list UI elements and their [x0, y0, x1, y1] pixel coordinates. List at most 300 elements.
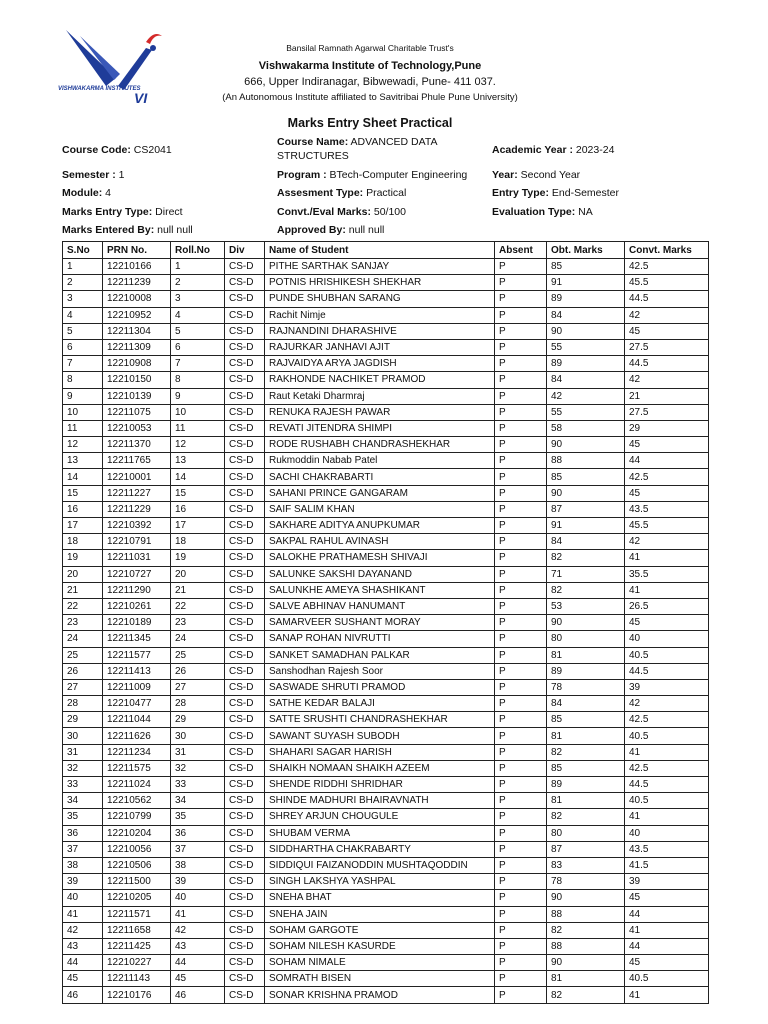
- table-row: [63, 679, 709, 695]
- col-roll-cell: 36: [171, 825, 225, 841]
- col-roll-cell: 4: [171, 307, 225, 323]
- col-convt-marks-cell: 40.5: [625, 793, 709, 809]
- table-header-row: [63, 242, 709, 259]
- col-obt-marks-cell: 82: [547, 809, 625, 825]
- col-obt-marks-cell: 87: [547, 501, 625, 517]
- col-convt-marks-cell: 45: [625, 323, 709, 339]
- col-sno-cell: 16: [63, 501, 103, 517]
- col-roll-cell: 40: [171, 890, 225, 906]
- col-name-cell: PUNDE SHUBHAN SARANG: [265, 291, 495, 307]
- col-convt-marks-cell: 40: [625, 631, 709, 647]
- col-div-cell: CS-D: [225, 469, 265, 485]
- col-sno-cell: 2: [63, 275, 103, 291]
- affiliation-note: (An Autonomous Institute affiliated to Savitribai Phule Pune University): [222, 92, 518, 103]
- col-prn-cell: 12211304: [103, 323, 171, 339]
- col-convt-marks-cell: 42: [625, 696, 709, 712]
- col-roll-cell: 24: [171, 631, 225, 647]
- col-convt-marks-header: Convt. Marks: [625, 242, 709, 259]
- col-obt-marks-cell: 53: [547, 598, 625, 614]
- col-div-cell: CS-D: [225, 372, 265, 388]
- table-row: [63, 598, 709, 614]
- col-obt-marks-cell: 58: [547, 420, 625, 436]
- marks-table: [62, 241, 709, 1004]
- col-convt-marks-cell: 44.5: [625, 663, 709, 679]
- col-roll-cell: 8: [171, 372, 225, 388]
- col-convt-marks-cell: 42.5: [625, 469, 709, 485]
- convt-eval-marks: Convt./Eval Marks: 50/100: [277, 206, 406, 218]
- col-absent-cell: P: [495, 291, 547, 307]
- col-name-cell: SHUBAM VERMA: [265, 825, 495, 841]
- col-roll-cell: 5: [171, 323, 225, 339]
- col-name-cell: SOHAM GARGOTE: [265, 922, 495, 938]
- col-prn-cell: 12210506: [103, 857, 171, 873]
- col-convt-marks-cell: 40.5: [625, 728, 709, 744]
- col-obt-marks-cell: 85: [547, 760, 625, 776]
- col-prn-cell: 12210908: [103, 356, 171, 372]
- col-roll-cell: 12: [171, 437, 225, 453]
- col-obt-marks-cell: 84: [547, 696, 625, 712]
- col-obt-marks-cell: 90: [547, 323, 625, 339]
- col-sno-header: S.No: [63, 242, 103, 259]
- col-absent-cell: P: [495, 793, 547, 809]
- col-div-cell: CS-D: [225, 679, 265, 695]
- col-name-cell: SATHE KEDAR BALAJI: [265, 696, 495, 712]
- col-div-cell: CS-D: [225, 566, 265, 582]
- table-row: [63, 874, 709, 890]
- col-prn-cell: 12210205: [103, 890, 171, 906]
- col-roll-cell: 6: [171, 339, 225, 355]
- col-div-cell: CS-D: [225, 501, 265, 517]
- col-convt-marks-cell: 42.5: [625, 259, 709, 275]
- col-obt-marks-cell: 80: [547, 825, 625, 841]
- col-name-cell: RAJURKAR JANHAVI AJIT: [265, 339, 495, 355]
- table-row: [63, 259, 709, 275]
- table-row: [63, 388, 709, 404]
- col-roll-cell: 26: [171, 663, 225, 679]
- col-obt-marks-cell: 89: [547, 663, 625, 679]
- col-prn-cell: 12210189: [103, 615, 171, 631]
- col-absent-cell: P: [495, 874, 547, 890]
- col-obt-marks-cell: 81: [547, 728, 625, 744]
- col-div-cell: CS-D: [225, 598, 265, 614]
- col-name-cell: SAWANT SUYASH SUBODH: [265, 728, 495, 744]
- col-absent-cell: P: [495, 307, 547, 323]
- col-name-cell: SOMRATH BISEN: [265, 971, 495, 987]
- col-div-cell: CS-D: [225, 647, 265, 663]
- col-roll-cell: 14: [171, 469, 225, 485]
- col-absent-cell: P: [495, 485, 547, 501]
- col-obt-marks-cell: 90: [547, 955, 625, 971]
- col-roll-cell: 41: [171, 906, 225, 922]
- col-convt-marks-cell: 41: [625, 987, 709, 1003]
- col-roll-cell: 22: [171, 598, 225, 614]
- col-convt-marks-cell: 44.5: [625, 777, 709, 793]
- col-sno-cell: 13: [63, 453, 103, 469]
- table-row: [63, 857, 709, 873]
- col-name-cell: SAHANI PRINCE GANGARAM: [265, 485, 495, 501]
- course-name: Course Name: ADVANCED DATA STRUCTURES: [277, 136, 437, 162]
- table-row: [63, 663, 709, 679]
- col-name-cell: SALUNKHE AMEYA SHASHIKANT: [265, 582, 495, 598]
- col-sno-cell: 21: [63, 582, 103, 598]
- col-absent-header: Absent: [495, 242, 547, 259]
- col-prn-cell: 12210150: [103, 372, 171, 388]
- col-convt-marks-cell: 42: [625, 307, 709, 323]
- col-sno-cell: 26: [63, 663, 103, 679]
- col-prn-cell: 12211024: [103, 777, 171, 793]
- col-roll-cell: 32: [171, 760, 225, 776]
- assessment-type: Assesment Type: Practical: [277, 187, 407, 199]
- col-roll-cell: 20: [171, 566, 225, 582]
- col-prn-cell: 12210176: [103, 987, 171, 1003]
- col-prn-cell: 12210261: [103, 598, 171, 614]
- col-obt-marks-cell: 78: [547, 874, 625, 890]
- col-roll-cell: 10: [171, 404, 225, 420]
- col-name-cell: SAMARVEER SUSHANT MORAY: [265, 615, 495, 631]
- logo-mark: VI: [134, 90, 148, 106]
- col-div-cell: CS-D: [225, 437, 265, 453]
- col-roll-cell: 16: [171, 501, 225, 517]
- col-prn-cell: 12211658: [103, 922, 171, 938]
- academic-year: Academic Year : 2023-24: [492, 144, 615, 156]
- col-obt-marks-cell: 88: [547, 453, 625, 469]
- col-div-cell: CS-D: [225, 485, 265, 501]
- table-row: [63, 647, 709, 663]
- col-prn-cell: 12211290: [103, 582, 171, 598]
- col-roll-header: Roll.No: [171, 242, 225, 259]
- col-roll-cell: 43: [171, 938, 225, 954]
- table-row: [63, 744, 709, 760]
- col-div-cell: CS-D: [225, 307, 265, 323]
- col-convt-marks-cell: 26.5: [625, 598, 709, 614]
- col-convt-marks-cell: 41: [625, 550, 709, 566]
- col-absent-cell: P: [495, 550, 547, 566]
- col-roll-cell: 1: [171, 259, 225, 275]
- col-roll-cell: 33: [171, 777, 225, 793]
- table-row: [63, 582, 709, 598]
- col-convt-marks-cell: 42.5: [625, 760, 709, 776]
- col-name-cell: SHREY ARJUN CHOUGULE: [265, 809, 495, 825]
- col-obt-marks-cell: 82: [547, 550, 625, 566]
- col-prn-cell: 12210056: [103, 841, 171, 857]
- col-sno-cell: 15: [63, 485, 103, 501]
- col-roll-cell: 13: [171, 453, 225, 469]
- col-convt-marks-cell: 45.5: [625, 518, 709, 534]
- col-name-cell: SOHAM NILESH KASURDE: [265, 938, 495, 954]
- col-obt-marks-cell: 82: [547, 582, 625, 598]
- col-prn-cell: 12211345: [103, 631, 171, 647]
- col-obt-marks-cell: 89: [547, 291, 625, 307]
- col-sno-cell: 9: [63, 388, 103, 404]
- col-convt-marks-cell: 45: [625, 615, 709, 631]
- col-div-cell: CS-D: [225, 339, 265, 355]
- col-absent-cell: P: [495, 420, 547, 436]
- col-absent-cell: P: [495, 453, 547, 469]
- col-obt-marks-cell: 82: [547, 744, 625, 760]
- col-sno-cell: 25: [63, 647, 103, 663]
- col-name-cell: SAIF SALIM KHAN: [265, 501, 495, 517]
- col-sno-cell: 24: [63, 631, 103, 647]
- col-absent-cell: P: [495, 437, 547, 453]
- col-absent-cell: P: [495, 598, 547, 614]
- table-row: [63, 728, 709, 744]
- col-sno-cell: 38: [63, 857, 103, 873]
- table-row: [63, 906, 709, 922]
- col-div-cell: CS-D: [225, 793, 265, 809]
- col-convt-marks-cell: 44: [625, 453, 709, 469]
- col-name-header: Name of Student: [265, 242, 495, 259]
- col-convt-marks-cell: 27.5: [625, 339, 709, 355]
- col-sno-cell: 28: [63, 696, 103, 712]
- col-prn-cell: 12211370: [103, 437, 171, 453]
- col-roll-cell: 31: [171, 744, 225, 760]
- table-row: [63, 420, 709, 436]
- col-convt-marks-cell: 43.5: [625, 501, 709, 517]
- table-row: [63, 501, 709, 517]
- col-div-cell: CS-D: [225, 663, 265, 679]
- col-div-cell: CS-D: [225, 938, 265, 954]
- table-row: [63, 404, 709, 420]
- institute-logo: [58, 28, 166, 108]
- col-roll-cell: 27: [171, 679, 225, 695]
- col-convt-marks-cell: 29: [625, 420, 709, 436]
- table-row: [63, 696, 709, 712]
- col-obt-marks-cell: 81: [547, 647, 625, 663]
- table-body: [63, 259, 709, 1004]
- col-prn-cell: 12210952: [103, 307, 171, 323]
- col-absent-cell: P: [495, 339, 547, 355]
- col-convt-marks-cell: 41: [625, 582, 709, 598]
- col-div-cell: CS-D: [225, 518, 265, 534]
- col-prn-cell: 12210791: [103, 534, 171, 550]
- col-absent-cell: P: [495, 955, 547, 971]
- table-row: [63, 275, 709, 291]
- col-sno-cell: 27: [63, 679, 103, 695]
- col-obt-marks-cell: 81: [547, 793, 625, 809]
- col-div-cell: CS-D: [225, 955, 265, 971]
- col-div-cell: CS-D: [225, 712, 265, 728]
- col-name-cell: Sanshodhan Rajesh Soor: [265, 663, 495, 679]
- col-div-cell: CS-D: [225, 259, 265, 275]
- col-convt-marks-cell: 45.5: [625, 275, 709, 291]
- col-roll-cell: 29: [171, 712, 225, 728]
- col-sno-cell: 10: [63, 404, 103, 420]
- table-row: [63, 760, 709, 776]
- col-sno-cell: 5: [63, 323, 103, 339]
- col-name-cell: SHAIKH NOMAAN SHAIKH AZEEM: [265, 760, 495, 776]
- col-prn-cell: 12211571: [103, 906, 171, 922]
- col-roll-cell: 2: [171, 275, 225, 291]
- col-name-cell: SHAHARI SAGAR HARISH: [265, 744, 495, 760]
- col-convt-marks-cell: 43.5: [625, 841, 709, 857]
- col-roll-cell: 46: [171, 987, 225, 1003]
- col-obt-marks-cell: 82: [547, 987, 625, 1003]
- col-obt-marks-cell: 87: [547, 841, 625, 857]
- col-name-cell: RODE RUSHABH CHANDRASHEKHAR: [265, 437, 495, 453]
- col-sno-cell: 18: [63, 534, 103, 550]
- col-prn-cell: 12210392: [103, 518, 171, 534]
- col-name-cell: SIDDHARTHA CHAKRABARTY: [265, 841, 495, 857]
- col-roll-cell: 37: [171, 841, 225, 857]
- col-name-cell: RAJVAIDYA ARYA JAGDISH: [265, 356, 495, 372]
- table-row: [63, 938, 709, 954]
- col-name-cell: RENUKA RAJESH PAWAR: [265, 404, 495, 420]
- col-div-cell: CS-D: [225, 275, 265, 291]
- col-div-cell: CS-D: [225, 987, 265, 1003]
- col-obt-marks-cell: 90: [547, 485, 625, 501]
- col-prn-cell: 12210477: [103, 696, 171, 712]
- col-prn-cell: 12211143: [103, 971, 171, 987]
- year: Year: Second Year: [492, 169, 581, 181]
- table-row: [63, 566, 709, 582]
- col-convt-marks-cell: 44: [625, 906, 709, 922]
- col-obt-marks-cell: 78: [547, 679, 625, 695]
- col-sno-cell: 41: [63, 906, 103, 922]
- col-roll-cell: 35: [171, 809, 225, 825]
- col-obt-marks-cell: 85: [547, 259, 625, 275]
- col-obt-marks-cell: 91: [547, 275, 625, 291]
- col-name-cell: SALOKHE PRATHAMESH SHIVAJI: [265, 550, 495, 566]
- col-prn-header: PRN No.: [103, 242, 171, 259]
- col-absent-cell: P: [495, 534, 547, 550]
- col-obt-marks-cell: 71: [547, 566, 625, 582]
- table-row: [63, 809, 709, 825]
- col-absent-cell: P: [495, 388, 547, 404]
- col-obt-marks-cell: 84: [547, 372, 625, 388]
- col-obt-marks-header: Obt. Marks: [547, 242, 625, 259]
- col-prn-cell: 12211234: [103, 744, 171, 760]
- col-prn-cell: 12211413: [103, 663, 171, 679]
- col-sno-cell: 34: [63, 793, 103, 809]
- col-div-cell: CS-D: [225, 534, 265, 550]
- table-row: [63, 291, 709, 307]
- col-roll-cell: 23: [171, 615, 225, 631]
- col-roll-cell: 28: [171, 696, 225, 712]
- col-absent-cell: P: [495, 615, 547, 631]
- col-name-cell: SOHAM NIMALE: [265, 955, 495, 971]
- col-roll-cell: 39: [171, 874, 225, 890]
- col-convt-marks-cell: 40.5: [625, 647, 709, 663]
- col-name-cell: Raut Ketaki Dharmraj: [265, 388, 495, 404]
- col-obt-marks-cell: 42: [547, 388, 625, 404]
- col-name-cell: Rukmoddin Nabab Patel: [265, 453, 495, 469]
- col-roll-cell: 15: [171, 485, 225, 501]
- col-absent-cell: P: [495, 663, 547, 679]
- col-div-cell: CS-D: [225, 922, 265, 938]
- col-convt-marks-cell: 44: [625, 938, 709, 954]
- col-sno-cell: 7: [63, 356, 103, 372]
- col-convt-marks-cell: 41: [625, 809, 709, 825]
- col-convt-marks-cell: 40.5: [625, 971, 709, 987]
- col-sno-cell: 42: [63, 922, 103, 938]
- col-roll-cell: 42: [171, 922, 225, 938]
- col-prn-cell: 12211227: [103, 485, 171, 501]
- col-absent-cell: P: [495, 259, 547, 275]
- col-absent-cell: P: [495, 404, 547, 420]
- col-sno-cell: 11: [63, 420, 103, 436]
- col-convt-marks-cell: 41.5: [625, 857, 709, 873]
- table-row: [63, 469, 709, 485]
- col-sno-cell: 3: [63, 291, 103, 307]
- col-div-cell: CS-D: [225, 777, 265, 793]
- col-prn-cell: 12211626: [103, 728, 171, 744]
- table-row: [63, 890, 709, 906]
- col-roll-cell: 30: [171, 728, 225, 744]
- col-roll-cell: 7: [171, 356, 225, 372]
- col-div-cell: CS-D: [225, 356, 265, 372]
- col-prn-cell: 12211075: [103, 404, 171, 420]
- col-convt-marks-cell: 35.5: [625, 566, 709, 582]
- table-row: [63, 793, 709, 809]
- table-row: [63, 955, 709, 971]
- col-convt-marks-cell: 41: [625, 922, 709, 938]
- col-convt-marks-cell: 45: [625, 890, 709, 906]
- col-obt-marks-cell: 91: [547, 518, 625, 534]
- col-convt-marks-cell: 27.5: [625, 404, 709, 420]
- col-absent-cell: P: [495, 971, 547, 987]
- col-prn-cell: 12210166: [103, 259, 171, 275]
- col-sno-cell: 44: [63, 955, 103, 971]
- col-roll-cell: 18: [171, 534, 225, 550]
- col-convt-marks-cell: 42: [625, 534, 709, 550]
- program: Program : BTech-Computer Engineering: [277, 169, 468, 181]
- col-sno-cell: 4: [63, 307, 103, 323]
- approved-by: Approved By: null null: [277, 224, 385, 236]
- table-row: [63, 631, 709, 647]
- table-row: [63, 987, 709, 1003]
- col-sno-cell: 39: [63, 874, 103, 890]
- table-row: [63, 777, 709, 793]
- col-sno-cell: 36: [63, 825, 103, 841]
- col-sno-cell: 31: [63, 744, 103, 760]
- col-name-cell: RAJNANDINI DHARASHIVE: [265, 323, 495, 339]
- col-absent-cell: P: [495, 744, 547, 760]
- col-sno-cell: 20: [63, 566, 103, 582]
- col-div-cell: CS-D: [225, 582, 265, 598]
- col-prn-cell: 12211044: [103, 712, 171, 728]
- col-div-cell: CS-D: [225, 728, 265, 744]
- col-prn-cell: 12211229: [103, 501, 171, 517]
- col-name-cell: Rachit Nimje: [265, 307, 495, 323]
- col-roll-cell: 34: [171, 793, 225, 809]
- col-obt-marks-cell: 81: [547, 971, 625, 987]
- col-name-cell: SALUNKE SAKSHI DAYANAND: [265, 566, 495, 582]
- col-obt-marks-cell: 88: [547, 938, 625, 954]
- col-absent-cell: P: [495, 582, 547, 598]
- col-name-cell: SONAR KRISHNA PRAMOD: [265, 987, 495, 1003]
- institute-address: 666, Upper Indiranagar, Bibwewadi, Pune- 411 037.: [244, 76, 496, 88]
- table-row: [63, 307, 709, 323]
- col-div-cell: CS-D: [225, 615, 265, 631]
- col-sno-cell: 46: [63, 987, 103, 1003]
- col-prn-cell: 12211309: [103, 339, 171, 355]
- col-convt-marks-cell: 39: [625, 874, 709, 890]
- col-div-cell: CS-D: [225, 971, 265, 987]
- col-obt-marks-cell: 89: [547, 356, 625, 372]
- marks-entry-type: Marks Entry Type: Direct: [62, 206, 183, 218]
- col-prn-cell: 12211500: [103, 874, 171, 890]
- col-div-cell: CS-D: [225, 550, 265, 566]
- col-obt-marks-cell: 90: [547, 890, 625, 906]
- col-roll-cell: 11: [171, 420, 225, 436]
- col-name-cell: PITHE SARTHAK SANJAY: [265, 259, 495, 275]
- col-obt-marks-cell: 83: [547, 857, 625, 873]
- col-convt-marks-cell: 42.5: [625, 712, 709, 728]
- page-title: Marks Entry Sheet Practical: [287, 116, 453, 130]
- col-absent-cell: P: [495, 987, 547, 1003]
- col-name-cell: REVATI JITENDRA SHIMPI: [265, 420, 495, 436]
- col-roll-cell: 44: [171, 955, 225, 971]
